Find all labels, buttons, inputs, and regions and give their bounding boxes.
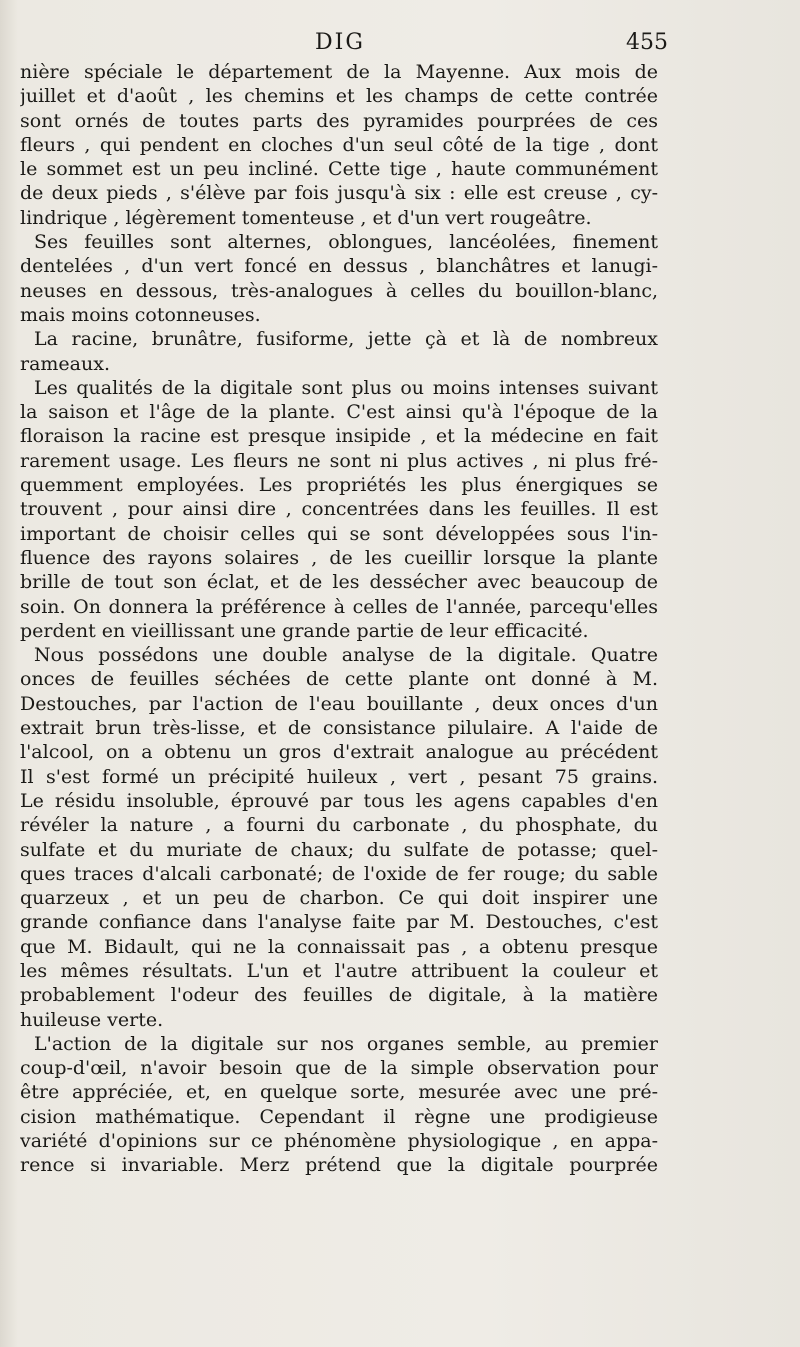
text-line: sont ornés de toutes parts des pyramides pourprées de ces <box>20 109 658 132</box>
text-line: la saison et l'âge de la plante. C'est ainsi qu'à l'époque de la <box>20 401 658 424</box>
text-line: fluence des rayons solaires , de les cueillir lorsque la plante <box>20 546 658 569</box>
text-line: Nous possédons une double analyse de la digitale. Quatre <box>34 644 658 667</box>
text-line: être appréciée, et, en quelque sorte, mesurée avec une pré- <box>20 1081 658 1104</box>
text-line: ques traces d'alcali carbonaté; de l'oxide de fer rouge; du sable <box>20 862 658 885</box>
text-line: mais moins cotonneuses. <box>20 303 261 326</box>
paragraph <box>20 643 658 1032</box>
text-line: dentelées , d'un vert foncé en dessus , blanchâtres et lanugi- <box>20 255 658 278</box>
text-line: extrait brun très-lisse, et de consistance pilulaire. A l'aide de <box>20 717 658 740</box>
text-line: le sommet est un peu incliné. Cette tige , haute communément <box>20 158 658 181</box>
text-line: neuses en dessous, très-analogues à celles du bouillon-blanc, <box>20 279 658 302</box>
text-line: Destouches, par l'action de l'eau bouillante , deux onces d'un <box>20 692 658 715</box>
text-line: floraison la racine est presque insipide , et la médecine en fait <box>20 425 658 448</box>
text-line: fleurs , qui pendent en cloches d'un seul côté de la tige , dont <box>20 133 658 156</box>
body-text <box>20 60 658 1178</box>
text-line: important de choisir celles qui se sont développées sous l'in- <box>20 522 658 545</box>
text-line: rarement usage. Les fleurs ne sont ni plus actives , ni plus fré- <box>20 449 658 472</box>
text-line: huileuse verte. <box>20 1008 164 1031</box>
paragraph <box>20 1032 658 1178</box>
text-line: L'action de la digitale sur nos organes semble, au premier <box>34 1032 658 1055</box>
text-line: Ses feuilles sont alternes, oblongues, lancéolées, finement <box>34 231 658 254</box>
paragraph <box>20 376 658 643</box>
text-line: nière spéciale le département de la Mayenne. Aux mois de <box>20 61 658 83</box>
text-line: La racine, brunâtre, fusiforme, jette çà et là de nombreux <box>34 328 658 351</box>
text-line: perdent en vieillissant une grande partie de leur efficacité. <box>20 619 589 642</box>
text-line: variété d'opinions sur ce phénomène physiologique , en appa- <box>20 1130 658 1153</box>
page-number: 455 <box>626 30 668 55</box>
text-line: quemment employées. Les propriétés les plus énergiques se <box>20 474 658 497</box>
text-line: sulfate et du muriate de chaux; du sulfate de potasse; quel- <box>20 838 658 861</box>
text-line: soin. On donnera la préférence à celles de l'année, parcequ'elles <box>20 595 658 618</box>
text-line: rence si invariable. Merz prétend que la digitale pourprée <box>20 1154 658 1177</box>
page-header <box>20 30 668 62</box>
text-line: coup-d'œil, n'avoir besoin que de la simple observation pour <box>20 1057 658 1080</box>
text-line: onces de feuilles séchées de cette plante ont donné à M. <box>20 668 658 691</box>
text-line: quarzeux , et un peu de charbon. Ce qui doit inspirer une <box>20 887 658 910</box>
text-line: Il s'est formé un précipité huileux , vert , pesant 75 grains. <box>20 765 658 788</box>
text-line: l'alcool, on a obtenu un gros d'extrait analogue au précédent <box>20 741 658 764</box>
text-line: grande confiance dans l'analyse faite par M. Destouches, c'est <box>20 911 658 934</box>
paragraph <box>20 230 658 327</box>
text-line: juillet et d'août , les chemins et les champs de cette contrée <box>20 85 658 108</box>
text-line: cision mathématique. Cependant il règne une prodigieuse <box>20 1105 658 1128</box>
paragraph <box>20 327 658 376</box>
text-line: probablement l'odeur des feuilles de digitale, à la matière <box>20 984 658 1007</box>
text-line: trouvent , pour ainsi dire , concentrées dans les feuilles. Il est <box>20 498 658 521</box>
text-line: que M. Bidault, qui ne la connaissait pas , a obtenu presque <box>20 935 658 958</box>
text-line: Les qualités de la digitale sont plus ou moins intenses suivant <box>34 376 658 399</box>
paragraph <box>20 60 658 230</box>
text-line: Le résidu insoluble, éprouvé par tous les agens capables d'en <box>20 789 658 812</box>
text-line: lindrique , légèrement tomenteuse , et d'un vert rougeâtre. <box>20 206 592 229</box>
text-line: rameaux. <box>20 352 110 375</box>
running-head: DIG <box>315 30 365 55</box>
text-line: les mêmes résultats. L'un et l'autre attribuent la couleur et <box>20 959 658 982</box>
text-line: brille de tout son éclat, et de les dessécher avec beaucoup de <box>20 571 658 594</box>
text-line: de deux pieds , s'élève par fois jusqu'à six : elle est creuse , cy- <box>20 182 658 205</box>
text-line: révéler la nature , a fourni du carbonate , du phosphate, du <box>20 814 658 837</box>
